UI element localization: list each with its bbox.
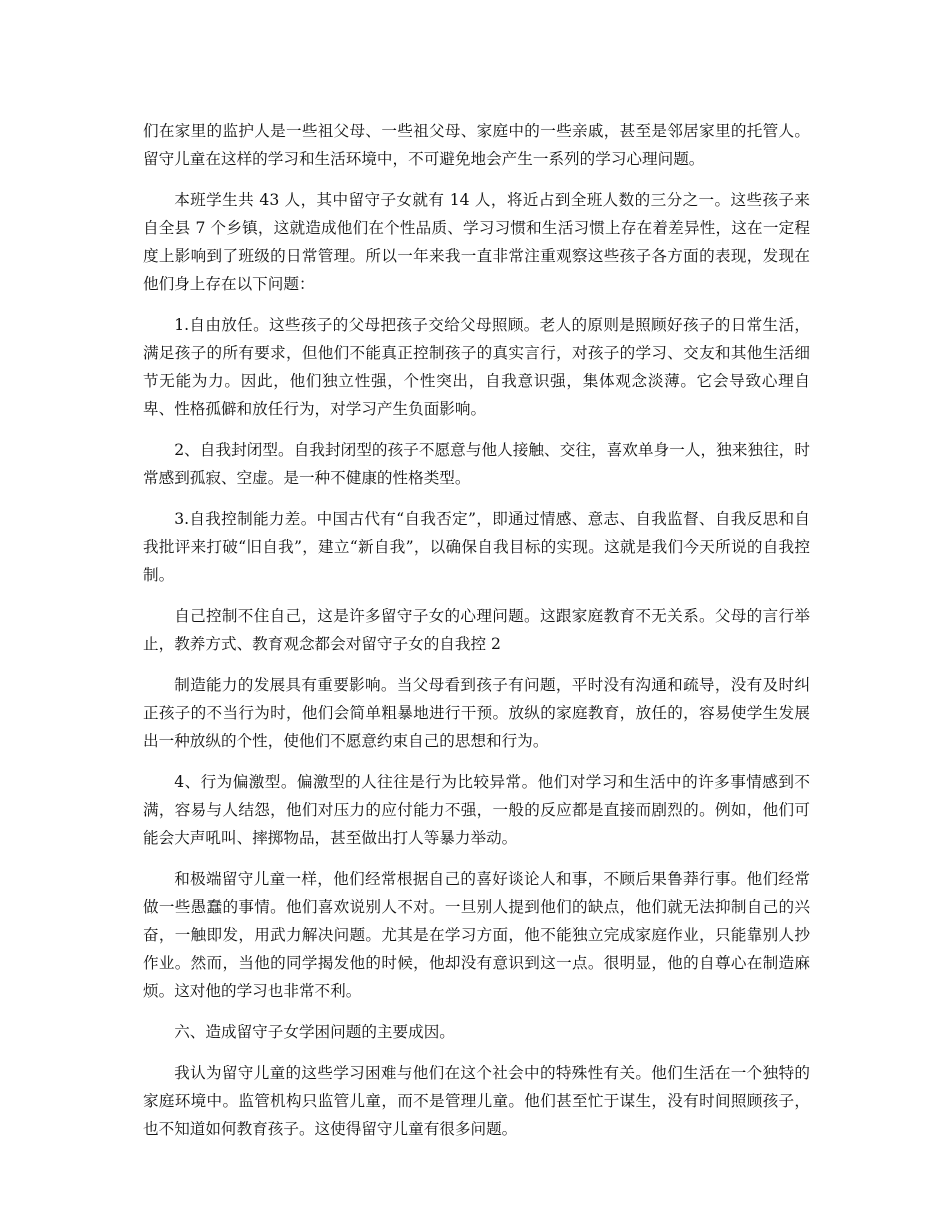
paragraph-class-statistics: 本班学生共 43 人，其中留守子女就有 14 人，将近占到全班人数的三分之一。这些孩子来自全县 7 个乡镇，这就造成他们在个性品质、学习习惯和生活习惯上存在着差异性，这在一定程度上影响到了班级的日常管理。所以一年来我一直非常注重观察这些孩子各方面的表现，发现在他们身上存在以下问题： [143, 191, 810, 293]
paragraph-self-control-family: 自己控制不住自己，这是许多留守子女的心理问题。这跟家庭教育不无关系。父母的言行举止，教养方式、教育观念都会对留守子女的自我控 2 [143, 607, 810, 653]
paragraph-issue-1-laissez-faire: 1.自由放任。这些孩子的父母把孩子交给父母照顾。老人的原则是照顾好孩子的日常生活，满足孩子的所有要求，但他们不能真正控制孩子的真实言行，对孩子的学习、交友和其他生活细节无能为力。因此，他们独立性强，个性突出，自我意识强，集体观念淡薄。它会导致心理自卑、性格孤僻和放任行为，对学习产生负面影响。 [143, 316, 810, 418]
paragraph-extreme-children: 和极端留守儿童一样，他们经常根据自己的喜好谈论人和事，不顾后果鲁莽行事。他们经常做一些愚蠢的事情。他们喜欢说别人不对。一旦别人提到他们的缺点，他们就无法抑制自己的兴奋，一触即发，用武力解决问题。尤其是在学习方面，他不能独立完成家庭作业，只能靠别人抄作业。然而，当他的同学揭发他的时候，他却没有意识到这一点。很明显，他的自尊心在制造麻烦。这对他的学习也非常不利。 [143, 870, 810, 1000]
section-heading-causes: 六、造成留守子女学困问题的主要成因。 [174, 1023, 455, 1041]
paragraph-guardians: 们在家里的监护人是一些祖父母、一些祖父母、家庭中的一些亲戚，甚至是邻居家里的托管人。留守儿童在这样的学习和生活环境中，不可避免地会产生一系列的学习心理问题。 [143, 122, 810, 168]
paragraph-issue-2-self-closed: 2、自我封闭型。自我封闭型的孩子不愿意与他人接触、交往，喜欢单身一人，独来独往，时常感到孤寂、空虚。是一种不健康的性格类型。 [143, 441, 810, 487]
paragraph-issue-4-extreme-behavior: 4、行为偏激型。偏激型的人往往是行为比较异常。他们对学习和生活中的许多事情感到不满，容易与人结怨，他们对压力的应付能力不强，一般的反应都是直接而剧烈的。例如，他们可能会大声吼叫、摔掷物品，甚至做出打人等暴力举动。 [143, 773, 810, 847]
paragraph-self-control-development: 制造能力的发展具有重要影响。当父母看到孩子有问题，平时没有沟通和疏导，没有及时纠正孩子的不当行为时，他们会简单粗暴地进行干预。放纵的家庭教育，放任的，容易使学生发展出一种放纵的个性，使他们不愿意约束自己的思想和行为。 [143, 676, 810, 750]
paragraph-issue-3-self-control: 3.自我控制能力差。中国古代有“自我否定”，即通过情感、意志、自我监督、自我反思和自我批评来打破“旧自我”，建立“新自我”，以确保自我目标的实现。这就是我们今天所说的自我控制。 [143, 510, 810, 584]
document-body [143, 117, 810, 1156]
paragraph-causes: 我认为留守儿童的这些学习困难与他们在这个社会中的特殊性有关。他们生活在一个独特的家庭环境中。监管机构只监管儿童，而不是管理儿童。他们甚至忙于谋生，没有时间照顾孩子，也不知道如何教育孩子。这使得留守儿童有很多问题。 [143, 1064, 810, 1138]
